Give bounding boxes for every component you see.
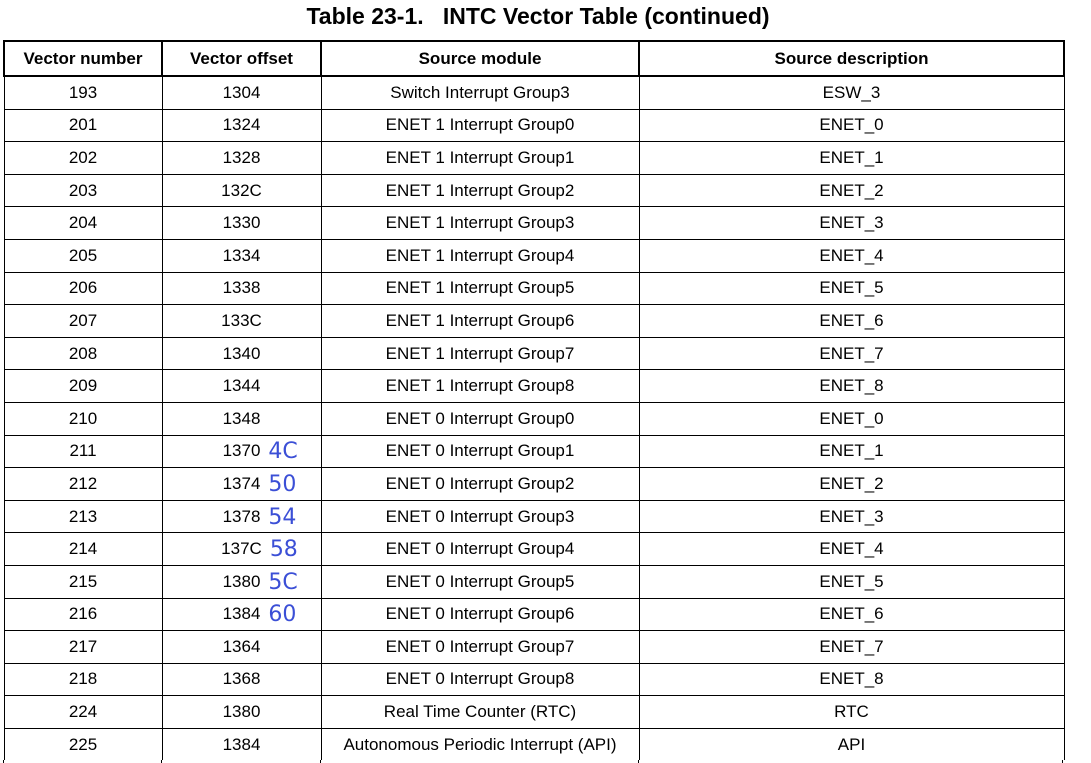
handwritten-offset-annotation: 50 (268, 472, 297, 498)
cell-source-module: ENET 0 Interrupt Group3 (321, 500, 639, 533)
offset-value-group (222, 602, 297, 628)
cell-vector-offset (162, 435, 321, 468)
cell-source-module: ENET 1 Interrupt Group8 (321, 370, 639, 403)
cell-source-description: ENET_4 (639, 239, 1064, 272)
offset-value-group (223, 83, 261, 103)
cell-source-module: Autonomous Periodic Interrupt (API) (321, 728, 639, 760)
cell-source-module: ENET 0 Interrupt Group6 (321, 598, 639, 631)
cell-vector-number: 217 (4, 631, 162, 664)
table-row (4, 207, 1064, 240)
cell-source-module: ENET 0 Interrupt Group5 (321, 565, 639, 598)
offset-value-group (223, 213, 261, 233)
cell-source-module: ENET 1 Interrupt Group6 (321, 305, 639, 338)
cell-source-module: ENET 1 Interrupt Group4 (321, 239, 639, 272)
table-row (4, 663, 1064, 696)
table-row (4, 402, 1064, 435)
cell-source-module: ENET 1 Interrupt Group3 (321, 207, 639, 240)
offset-value: 1324 (222, 115, 261, 135)
cell-vector-offset (162, 272, 321, 305)
cell-vector-number: 225 (4, 728, 162, 760)
cell-vector-number: 202 (4, 142, 162, 175)
table-row (4, 142, 1064, 175)
table-row (4, 435, 1064, 468)
cell-vector-offset (162, 207, 321, 240)
offset-value-group (223, 669, 261, 689)
table-row (4, 305, 1064, 338)
cell-source-description: ENET_1 (639, 142, 1064, 175)
offset-value: 1330 (222, 213, 261, 233)
cell-vector-number: 218 (4, 663, 162, 696)
header-source-description: Source description (639, 41, 1064, 76)
offset-value-group (222, 569, 298, 595)
cell-vector-offset (162, 370, 321, 403)
cell-vector-offset (162, 631, 321, 664)
table-row (4, 500, 1064, 533)
offset-value-group (222, 504, 297, 530)
cell-vector-number: 210 (4, 402, 162, 435)
cell-vector-offset (162, 468, 321, 501)
offset-value: 137C (221, 539, 262, 559)
cell-source-description: ENET_3 (639, 207, 1064, 240)
cell-source-module: ENET 1 Interrupt Group5 (321, 272, 639, 305)
offset-value-group (223, 344, 261, 364)
offset-value-group (223, 115, 261, 135)
cell-vector-offset (162, 402, 321, 435)
offset-value: 1370 (222, 441, 261, 461)
cell-vector-number: 211 (4, 435, 162, 468)
offset-value-group (223, 246, 261, 266)
cell-vector-offset (162, 239, 321, 272)
offset-value: 1380 (222, 702, 261, 722)
cell-source-module: ENET 1 Interrupt Group1 (321, 142, 639, 175)
cell-source-module: ENET 1 Interrupt Group0 (321, 109, 639, 142)
table-row (4, 468, 1064, 501)
handwritten-offset-annotation: 58 (269, 537, 298, 563)
cell-source-description: ENET_1 (639, 435, 1064, 468)
table-body (4, 76, 1064, 760)
table-row (4, 598, 1064, 631)
cell-source-module: ENET 0 Interrupt Group8 (321, 663, 639, 696)
offset-value: 1328 (222, 147, 261, 167)
offset-value: 1344 (222, 376, 261, 396)
cell-source-module: ENET 0 Interrupt Group1 (321, 435, 639, 468)
table-row (4, 109, 1064, 142)
header-vector-offset: Vector offset (162, 41, 321, 76)
cell-source-description: API (639, 728, 1064, 760)
cell-source-description: ENET_7 (639, 337, 1064, 370)
cell-vector-number: 215 (4, 565, 162, 598)
cell-source-description: ESW_3 (639, 76, 1064, 109)
cell-source-module: Switch Interrupt Group3 (321, 76, 639, 109)
cell-source-module: Real Time Counter (RTC) (321, 696, 639, 729)
cell-vector-offset (162, 565, 321, 598)
cell-vector-offset (162, 109, 321, 142)
handwritten-offset-annotation: 54 (268, 504, 297, 530)
offset-value-group (223, 702, 261, 722)
offset-value: 1374 (222, 473, 261, 493)
cell-source-description: ENET_0 (639, 402, 1064, 435)
table-row (4, 337, 1064, 370)
offset-value: 133C (221, 310, 262, 330)
cell-vector-number: 204 (4, 207, 162, 240)
cell-source-description: ENET_6 (639, 305, 1064, 338)
offset-value-group (221, 537, 298, 563)
table-row (4, 565, 1064, 598)
table-row (4, 370, 1064, 403)
offset-value: 1364 (222, 636, 261, 656)
cell-vector-number: 205 (4, 239, 162, 272)
cell-vector-offset (162, 337, 321, 370)
offset-value-group (223, 637, 261, 657)
offset-value: 1340 (222, 343, 261, 363)
cell-vector-number: 193 (4, 76, 162, 109)
handwritten-offset-annotation: 5C (268, 569, 298, 595)
cell-vector-number: 207 (4, 305, 162, 338)
cell-vector-number: 216 (4, 598, 162, 631)
cell-source-description: ENET_7 (639, 631, 1064, 664)
cell-source-module: ENET 1 Interrupt Group2 (321, 174, 639, 207)
offset-value-group (223, 409, 261, 429)
cell-vector-offset (162, 76, 321, 109)
offset-value-group (221, 181, 262, 201)
offset-value: 1368 (222, 669, 261, 689)
cell-source-module: ENET 0 Interrupt Group4 (321, 533, 639, 566)
cell-vector-number: 224 (4, 696, 162, 729)
cell-source-description: ENET_2 (639, 468, 1064, 501)
offset-value-group (222, 472, 297, 498)
offset-value: 132C (221, 180, 262, 200)
header-vector-number: Vector number (4, 41, 162, 76)
table-title: Table 23-1. INTC Vector Table (continued) (306, 3, 770, 29)
offset-value-group (223, 278, 261, 298)
table-row (4, 631, 1064, 664)
table-row (4, 76, 1064, 109)
cell-vector-number: 212 (4, 468, 162, 501)
offset-value-group (223, 735, 261, 755)
table-row (4, 728, 1064, 760)
cell-vector-number: 213 (4, 500, 162, 533)
cell-vector-offset (162, 663, 321, 696)
cell-vector-number: 214 (4, 533, 162, 566)
table-row (4, 533, 1064, 566)
offset-value: 1384 (222, 604, 261, 624)
offset-value-group (222, 439, 298, 465)
offset-value: 1338 (222, 278, 261, 298)
cell-source-description: ENET_5 (639, 272, 1064, 305)
offset-value: 1304 (222, 82, 261, 102)
handwritten-offset-annotation: 4C (268, 439, 298, 465)
cell-source-module: ENET 1 Interrupt Group7 (321, 337, 639, 370)
offset-value-group (223, 376, 261, 396)
cell-source-description: ENET_2 (639, 174, 1064, 207)
cell-source-module: ENET 0 Interrupt Group7 (321, 631, 639, 664)
table-row (4, 239, 1064, 272)
cell-vector-offset (162, 598, 321, 631)
cell-source-module: ENET 0 Interrupt Group2 (321, 468, 639, 501)
offset-value: 1384 (222, 734, 261, 754)
cell-source-description: ENET_4 (639, 533, 1064, 566)
cell-vector-offset (162, 500, 321, 533)
cell-vector-number: 208 (4, 337, 162, 370)
cell-vector-number: 201 (4, 109, 162, 142)
offset-value: 1334 (222, 245, 261, 265)
cell-vector-offset (162, 696, 321, 729)
header-source-module: Source module (321, 41, 639, 76)
offset-value-group (221, 311, 262, 331)
cell-source-module: ENET 0 Interrupt Group0 (321, 402, 639, 435)
cell-source-description: RTC (639, 696, 1064, 729)
cell-vector-offset (162, 305, 321, 338)
offset-value: 1380 (222, 571, 261, 591)
offset-value-group (223, 148, 261, 168)
offset-value: 1348 (222, 408, 261, 428)
handwritten-offset-annotation: 60 (268, 602, 297, 628)
cell-source-description: ENET_8 (639, 663, 1064, 696)
cell-vector-number: 209 (4, 370, 162, 403)
cell-vector-offset (162, 142, 321, 175)
header-row (4, 41, 1064, 76)
cell-source-description: ENET_6 (639, 598, 1064, 631)
table-row (4, 696, 1064, 729)
cell-vector-offset (162, 728, 321, 760)
cell-source-description: ENET_5 (639, 565, 1064, 598)
offset-value: 1378 (222, 506, 261, 526)
cell-source-description: ENET_3 (639, 500, 1064, 533)
cell-vector-offset (162, 533, 321, 566)
cell-source-description: ENET_0 (639, 109, 1064, 142)
cell-vector-number: 206 (4, 272, 162, 305)
cell-vector-number: 203 (4, 174, 162, 207)
cell-source-description: ENET_8 (639, 370, 1064, 403)
table-row (4, 174, 1064, 207)
table-row (4, 272, 1064, 305)
intc-vector-table (3, 40, 1065, 760)
cell-vector-offset (162, 174, 321, 207)
